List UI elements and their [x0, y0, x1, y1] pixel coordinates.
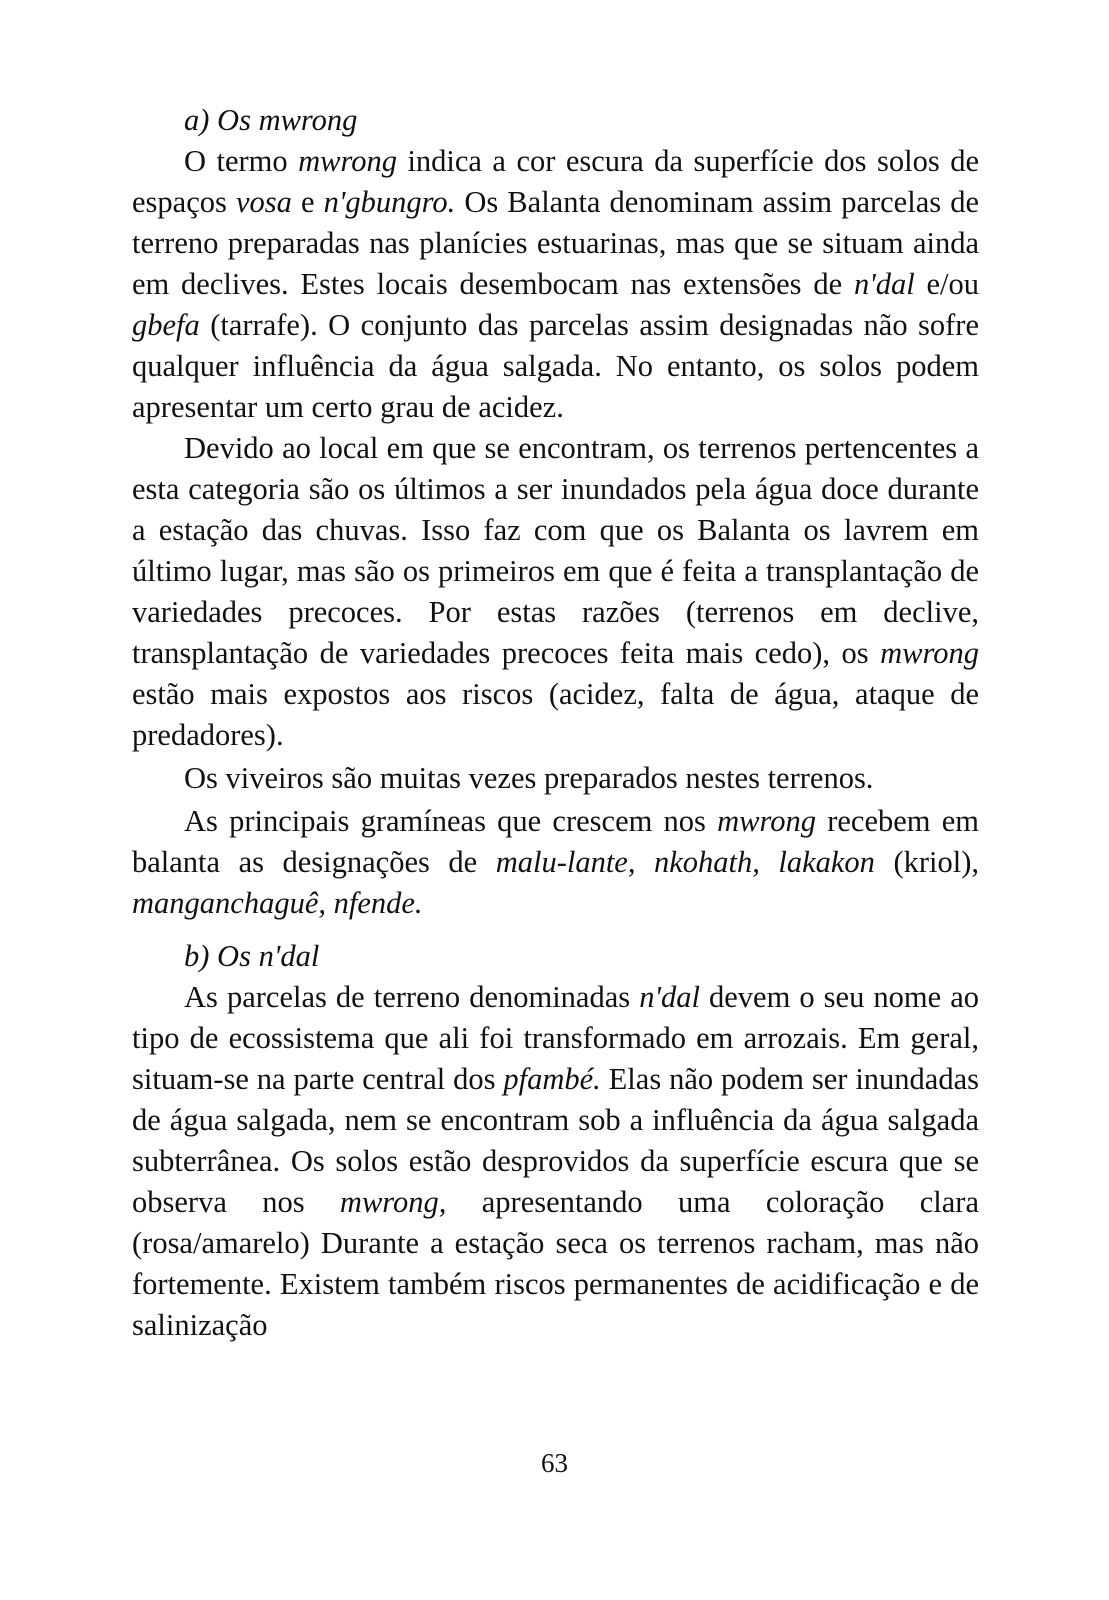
term: n'dal: [853, 267, 915, 301]
term: mwrong: [717, 804, 817, 838]
term: mwrong: [298, 144, 397, 178]
text-run: indica a cor escura da superfície dos solos de espaços: [132, 144, 979, 219]
text-run: Elas não podem ser inundadas de água salgada, nem se encontram sob a influência da água salgada subterrânea. Os solos estão desprovidos da superfície escura que se observa nos: [132, 1062, 979, 1219]
term: manganchaguê, nfende.: [132, 886, 423, 920]
term: mwrong,: [339, 1185, 447, 1219]
text-run: e: [291, 185, 324, 219]
page-body: [132, 100, 979, 1346]
section-b-paragraph-1: [132, 977, 979, 1346]
text-run: recebem em balanta as designações de: [132, 804, 980, 879]
term: vosa: [235, 185, 292, 219]
section-a-paragraph-2: [132, 428, 979, 756]
section-a-paragraph-3: Os viveiros são muitas vezes preparados nestes terrenos.: [184, 761, 874, 795]
text-run: apresentando uma coloração clara (rosa/amarelo) Durante a estação seca os terrenos racham, mas não fortemente. Existem também riscos permanentes de acidificação e de salinização: [132, 1185, 979, 1342]
term: pfambé.: [503, 1062, 601, 1096]
section-b-heading: [132, 936, 979, 977]
term: n'dal: [639, 980, 700, 1014]
section-a-label: a): [184, 103, 210, 137]
text-run: Devido ao local em que se encontram, os terrenos pertencentes a esta categoria são os últimos a ser inundados pela água doce durante a estação das chuvas. Isso faz com que os Balanta os lavrem em último lugar, mas são os primeiros em que é feita a transplantação de variedades precoces. Por estas razões (terrenos em declive, transplantação de variedades precoces feita mais cedo), os: [132, 431, 979, 670]
text-run: estão mais expostos aos riscos (acidez, falta de água, ataque de predadores).: [132, 677, 979, 752]
text-run: As principais gramíneas que crescem nos: [184, 804, 718, 838]
text-run: Os Balanta denominam assim parcelas de terreno preparadas nas planícies estuarinas, mas que se situam ainda em declives. Estes locais desembocam nas extensões de: [132, 185, 979, 301]
section-b-title: Os n'dal: [217, 939, 320, 973]
text-run: O termo: [184, 144, 299, 178]
term: gbefa: [132, 308, 200, 342]
term: mwrong: [880, 636, 979, 670]
section-a-title: Os mwrong: [217, 103, 358, 137]
text-run: (tarrafe). O conjunto das parcelas assim designadas não sofre qualquer influência da água salgada. No entanto, os solos podem apresentar um certo grau de acidez.: [132, 308, 979, 424]
section-b-label: b): [184, 939, 210, 973]
section-a-paragraph-1: [132, 141, 979, 428]
text-run: devem o seu nome ao tipo de ecossistema que ali foi transformado em arrozais. Em geral, situam-se na parte central dos: [132, 980, 979, 1096]
section-a-heading: [132, 100, 979, 141]
section-a-paragraph-4: [132, 801, 979, 924]
term: n'gbungro.: [323, 185, 456, 219]
term: malu-lante, nkohath, lakakon: [495, 845, 875, 879]
text-run: As parcelas de terreno denominadas: [184, 980, 640, 1014]
text-run: e/ou: [914, 267, 979, 301]
text-run: (kriol),: [874, 845, 979, 879]
page-number: 63: [541, 1448, 568, 1478]
